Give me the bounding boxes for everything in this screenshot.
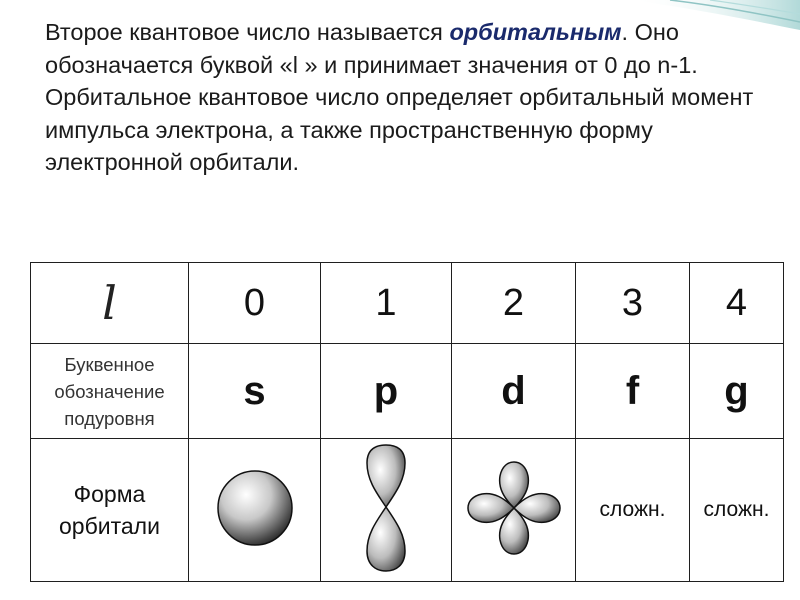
header-cell-0: [189, 263, 321, 344]
cloverleaf-orbital-icon: [464, 458, 564, 558]
header-cell-3: [576, 263, 690, 344]
value-2: 2: [502, 281, 525, 324]
letter-f: f: [625, 368, 640, 413]
letter-p: p: [373, 368, 399, 413]
orbital-table: [30, 262, 784, 582]
header-cell-4: [690, 263, 784, 344]
shape-cell-f: [576, 439, 690, 582]
shape-complex-g: сложн.: [703, 498, 770, 521]
letter-g: g: [724, 368, 749, 413]
shape-complex-f: сложн.: [599, 498, 666, 521]
dumbbell-orbital-icon: [351, 443, 421, 573]
intro-text-part2: . Оно обозначается буквой «l » и принимает значения от 0 до n-1. Орбитальное квантовое число определяет орбитальный момент импульса электрона, а также пространственную форму электронной орбитали.: [45, 19, 754, 175]
letter-cell-f: [576, 344, 690, 439]
shape-cell-g: [690, 439, 784, 582]
letter-cell-d: [452, 344, 576, 439]
shape-cell-d: [452, 439, 576, 582]
intro-text-part1: Второе квантовое число называется: [45, 19, 450, 45]
table-row-shapes: [31, 439, 784, 582]
shape-label: Форма орбитали: [59, 481, 160, 539]
value-3: 3: [621, 281, 644, 324]
table-row-quantum-number: [31, 263, 784, 344]
letter-cell-g: [690, 344, 784, 439]
letter-s: s: [243, 368, 266, 413]
letters-label: Буквенное обозначение подуровня: [54, 353, 165, 429]
letter-cell-s: [189, 344, 321, 439]
letter-cell-p: [321, 344, 452, 439]
table-row-letters: [31, 344, 784, 439]
sphere-orbital-icon: [210, 463, 300, 553]
intro-emphasis: орбитальным: [449, 19, 622, 45]
shape-cell-p: [321, 439, 452, 582]
intro-paragraph: [45, 16, 765, 179]
header-cell-2: [452, 263, 576, 344]
symbol-l: l: [102, 276, 117, 330]
letter-d: d: [501, 368, 526, 413]
value-0: 0: [243, 281, 266, 324]
header-cell-1: [321, 263, 452, 344]
letters-label-cell: [31, 344, 189, 439]
shape-label-cell: [31, 439, 189, 582]
value-4: 4: [725, 281, 748, 324]
header-cell-symbol: [31, 263, 189, 344]
shape-cell-s: [189, 439, 321, 582]
value-1: 1: [375, 281, 397, 324]
